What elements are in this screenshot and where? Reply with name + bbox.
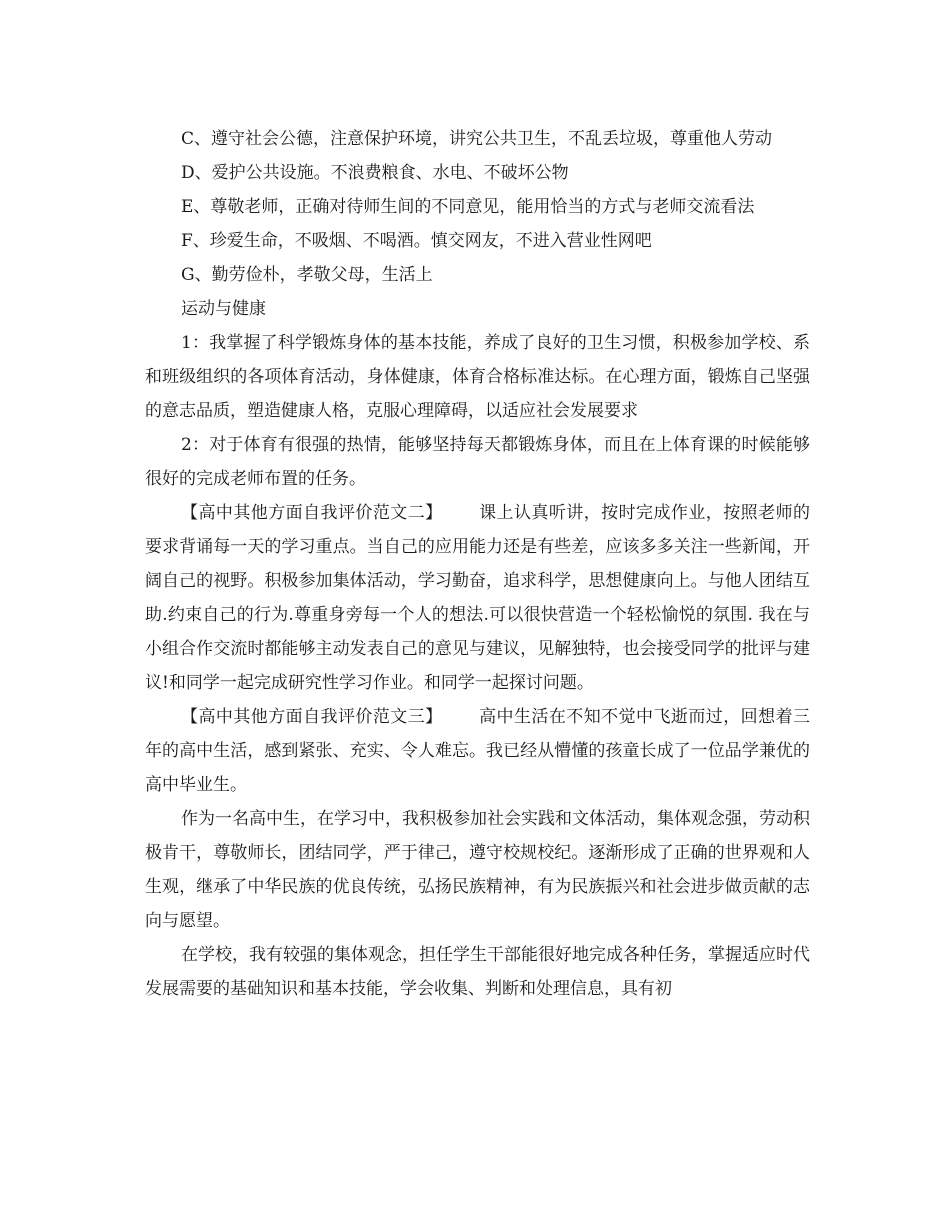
list-item-g: G、勤劳俭朴，孝敬父母，生活上 bbox=[181, 265, 433, 285]
essay-3-paragraph bbox=[145, 700, 810, 802]
section-heading-sport: 运动与健康 bbox=[181, 299, 266, 319]
paragraph-student-role: 作为一名高中生，在学习中，我积极参加社会实践和文体活动，集体观念强，劳动积极肯干，尊敬师长，团结同学，严于律己，遵守校规校纪。逐渐形成了正确的世界观和人生观，继承了中华民族的优良传统，弘扬民族精神，有为民族振兴和社会进步做贡献的志向与愿望。 bbox=[145, 809, 810, 931]
list-item-e: E、尊敬老师，正确对待师生间的不同意见，能用恰当的方式与老师交流看法 bbox=[181, 197, 755, 217]
list-item-f: F、珍爱生命，不吸烟、不喝酒。慎交网友，不进入营业性网吧 bbox=[181, 231, 652, 251]
document-page bbox=[145, 122, 810, 1006]
paragraph-school: 在学校，我有较强的集体观念，担任学生干部能很好地完成各种任务，掌握适应时代发展需要的基础知识和基本技能，学会收集、判断和处理信息，具有初 bbox=[145, 945, 810, 999]
essay-3-title: 【高中其他方面自我评价范文三】 bbox=[181, 707, 443, 727]
essay-3-body: 高中生活在不知不觉中飞逝而过，回想着三年的高中生活，感到紧张、充实、令人难忘。我已经从懵懂的孩童长成了一位品学兼优的高中毕业生。 bbox=[145, 707, 811, 795]
list-item-d: D、爱护公共设施。不浪费粮食、水电、不破坏公物 bbox=[181, 163, 569, 183]
sport-point-2: 2：对于体育有很强的热情，能够坚持每天都锻炼身体，而且在上体育课的时候能够很好的完成老师布置的任务。 bbox=[145, 435, 810, 489]
essay-2-paragraph bbox=[145, 496, 810, 700]
essay-2-body: 课上认真听讲，按时完成作业，按照老师的要求背诵每一天的学习重点。当自己的应用能力还是有些差，应该多多关注一些新闻，开阔自己的视野。积极参加集体活动，学习勤奋，追求科学，思想健康向上。与他人团结互助.约束自己的行为.尊重身旁每一个人的想法.可以很快营造一个轻松愉悦的氛围. 我在与小组合作交流时都能够主动发表自己的意见与建议，见解独特，也会接受同学的批评与建议!和同学一起完成研究性学习作业。和同学一起探讨问题。 bbox=[145, 503, 811, 693]
sport-point-1: 1：我掌握了科学锻炼身体的基本技能，养成了良好的卫生习惯，积极参加学校、系和班级组织的各项体育活动，身体健康，体育合格标准达标。在心理方面，锻炼自己坚强的意志品质，塑造健康人格，克服心理障碍，以适应社会发展要求 bbox=[145, 333, 810, 421]
essay-2-title: 【高中其他方面自我评价范文二】 bbox=[181, 503, 443, 523]
list-item-c: C、遵守社会公德，注意保护环境，讲究公共卫生，不乱丢垃圾，尊重他人劳动 bbox=[181, 129, 773, 149]
